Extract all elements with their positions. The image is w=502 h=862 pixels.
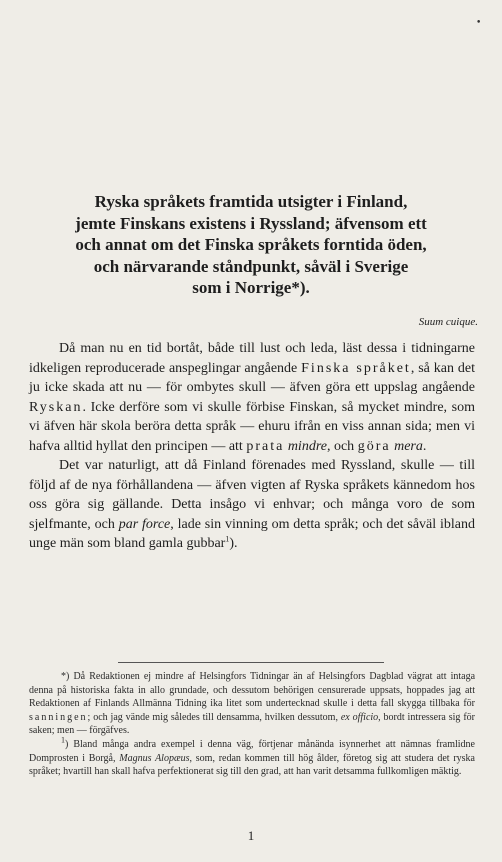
text-run: , och [326, 438, 358, 454]
paragraph [29, 456, 475, 554]
text-run: ). [229, 536, 238, 551]
footnote [29, 735, 475, 779]
text-run: , som, redan kommen till hög ålder, företog sig att studera det ryska språket; hvartill han skall hafva perfektionerat sig till den grad, att han varit detsamma fullkomligen mäktig. [29, 752, 475, 778]
text-run: , bordt intressera sig för saken; men — förgäfves. [29, 711, 475, 737]
emphasis: par force [118, 516, 171, 532]
text-run: ; och jag vände mig således till densamma, hvilken dessutom, [87, 711, 341, 723]
emphasis: ex officio [340, 711, 379, 723]
text-run: . [422, 438, 427, 454]
text-run: Det var naturligt, att då Finland förenades med Ryssland, skulle — till följd af de nya förhållandena — äfven vigten af Ryska språkets kännedom hos oss göra sig gällande. Detta insågo vi enhvar; och många voro de som sjelfmante, och [29, 458, 475, 532]
emphasis: prata [246, 438, 285, 454]
footnotes [29, 670, 475, 779]
footnote-marker: *) [61, 671, 70, 682]
footnote [29, 670, 475, 738]
footnote-marker: 1 [61, 735, 65, 745]
emphasis: Magnus Alopæus [119, 752, 190, 764]
text-run: , så kan det ju icke skada att nu — för ombytes skull — äfven göra ett uppslag angående [29, 360, 475, 395]
epigraph: Suum cuique. [418, 316, 478, 328]
footnote-rule [118, 662, 384, 663]
emphasis: mera [394, 438, 423, 454]
title-line: och annat om det Finska språkets forntida öden, [75, 235, 427, 254]
text-run: . Icke derföre som vi skulle förbise Finskan, så mycket mindre, som vi äfven här skola beröra detta språk — ehuru ifrån en viss annan sida; men vi hafva alltid hyllat den principen — att [29, 399, 475, 454]
text-run: , lade sin vinning om detta språk; och det såväl ibland unge män som bland gamla gubbar [29, 516, 476, 551]
text-run: Då man nu en tid bortåt, både till lust och leda, läst dessa i tidningarne idkeligen reproducerade anspeglingar angående [29, 341, 475, 376]
footnote-ref: 1 [225, 534, 230, 544]
text-run: ) Bland många andra exempel i denna väg, förtjenar månända isynnerhet att nämnas framlidne Domprosten i Borgå, [29, 738, 475, 764]
title-line: och närvarande ståndpunkt, såväl i Sverige [93, 256, 409, 276]
emphasis: sanningen [29, 711, 88, 723]
title-line: som i Norrige*). [192, 278, 310, 297]
emphasis: mindre [287, 438, 327, 454]
emphasis: Finska språket [301, 360, 411, 376]
paragraph [29, 339, 475, 456]
page-number: 1 [247, 828, 255, 843]
emphasis: göra [357, 438, 391, 454]
emphasis: Ryskan [29, 399, 83, 415]
title-line: Ryska språkets framtida utsigter i Finland, [94, 192, 408, 211]
title-line: jemte Finskans existens i Ryssland; äfvensom ett [75, 213, 427, 233]
body-text [29, 339, 475, 554]
print-mark: • [476, 18, 482, 28]
page-title [20, 191, 482, 299]
text-run: Då Redaktionen ej mindre af Helsingfors Tidningar än af Helsingfors Dagblad vägrat att intaga denna på historiska fakta in allo grundade, och dessutom behörigen censurerade uppsats, hoppades jag att Redaktionen af Finlands Allmänna Tidning ika litet som undertecknad skulle i detta fall skygga tillbaka för [29, 671, 476, 710]
